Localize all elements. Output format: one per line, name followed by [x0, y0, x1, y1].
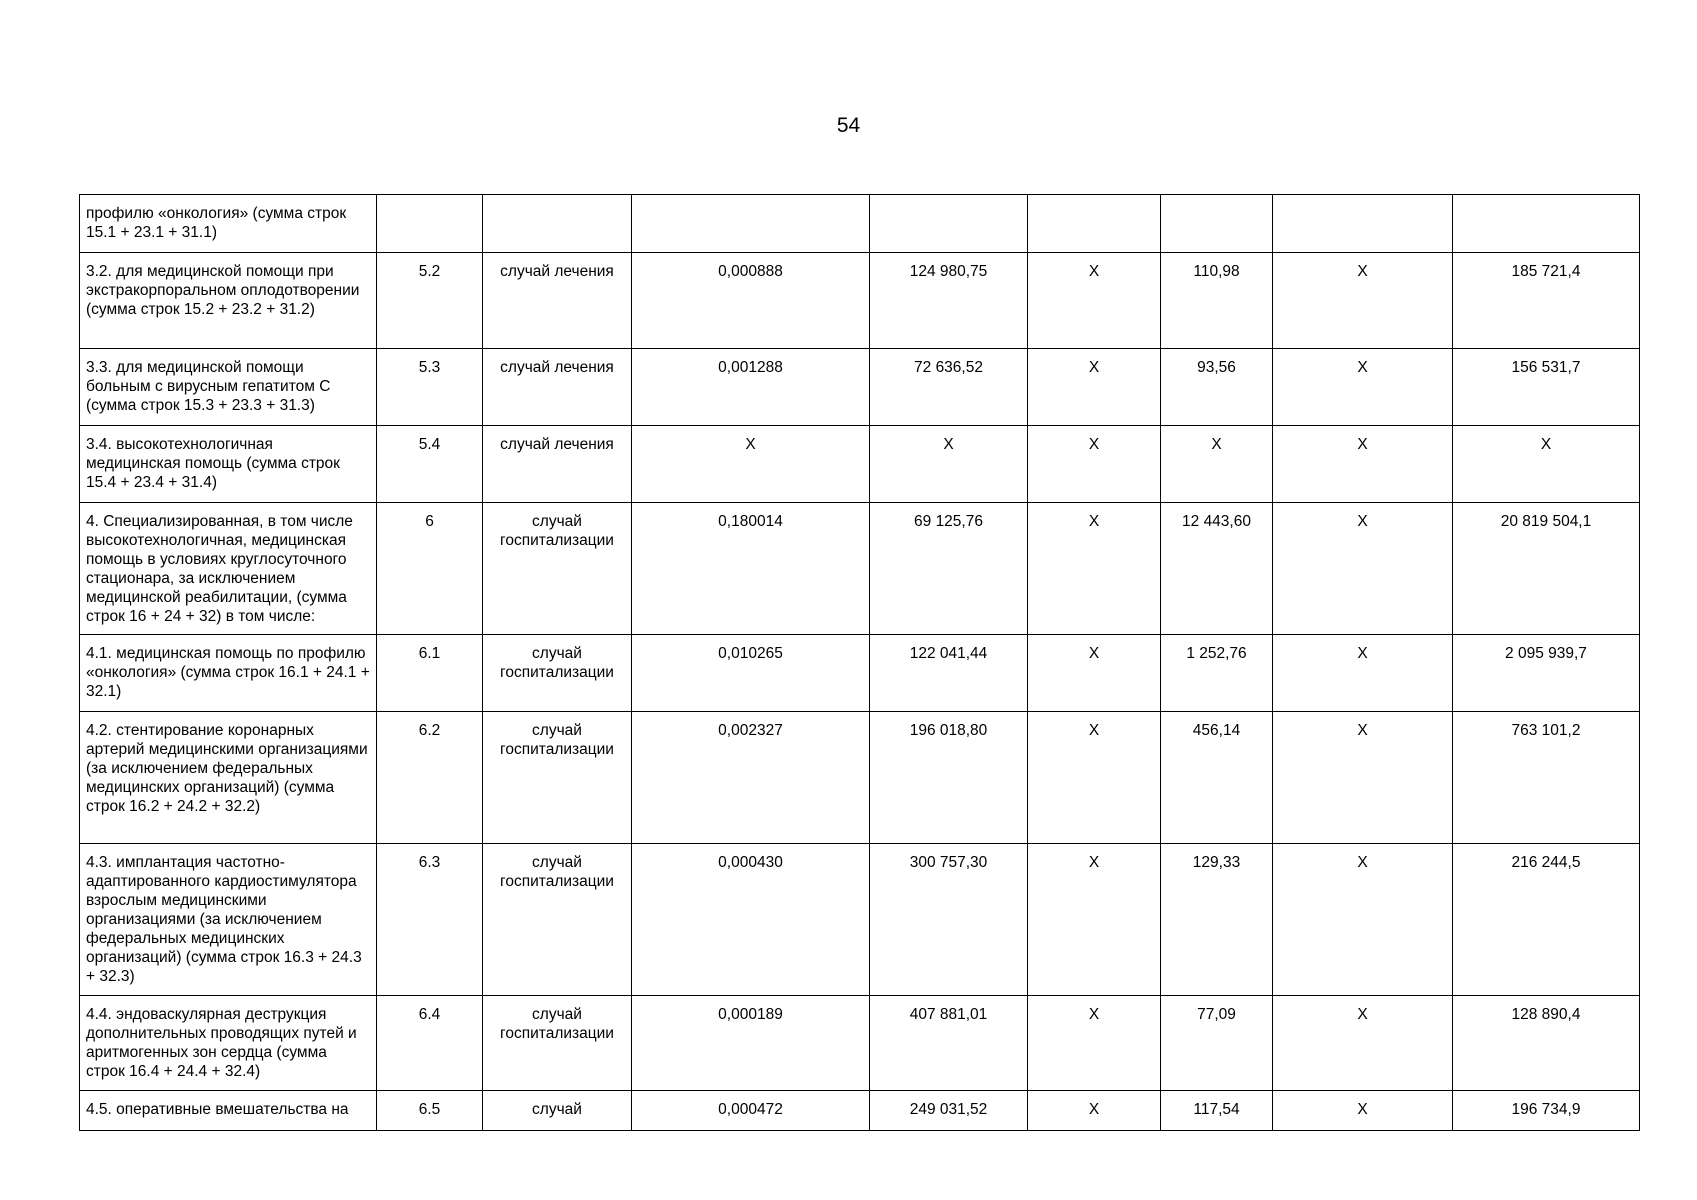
oms-total-cell: 2 095 939,7	[1453, 635, 1640, 712]
unit-cell: случай лечения	[483, 253, 632, 349]
volume-norm-cell: 0,180014	[632, 503, 870, 635]
oms-cost-cell: 117,54	[1161, 1091, 1273, 1131]
description-cell: 4.4. эндоваскулярная деструкция дополнительных проводящих путей и аритмогенных зон сердца (сумма строк 16.4 + 24.4 + 32.4)	[80, 996, 377, 1091]
budget-total-cell: Х	[1273, 844, 1453, 996]
row-number-cell: 6.3	[377, 844, 483, 996]
budget-cost-cell	[1028, 195, 1161, 253]
oms-cost-cell: 93,56	[1161, 349, 1273, 426]
oms-total-cell: 185 721,4	[1453, 253, 1640, 349]
oms-cost-cell: 1 252,76	[1161, 635, 1273, 712]
row-number-cell: 5.3	[377, 349, 483, 426]
table-row	[80, 349, 1640, 426]
description-cell: 3.4. высокотехнологичная медицинская помощь (сумма строк 15.4 + 23.4 + 31.4)	[80, 426, 377, 503]
budget-total-cell: Х	[1273, 1091, 1453, 1131]
volume-norm-cell: 0,002327	[632, 712, 870, 844]
volume-norm-cell: Х	[632, 426, 870, 503]
table-row	[80, 844, 1640, 996]
table-row	[80, 996, 1640, 1091]
oms-cost-cell: 110,98	[1161, 253, 1273, 349]
budget-total-cell: Х	[1273, 349, 1453, 426]
budget-total-cell: Х	[1273, 426, 1453, 503]
cost-norm-cell: 122 041,44	[870, 635, 1028, 712]
row-number-cell: 6.2	[377, 712, 483, 844]
budget-total-cell	[1273, 195, 1453, 253]
table-body	[80, 195, 1640, 1131]
cost-norm-cell: Х	[870, 426, 1028, 503]
oms-cost-cell: 12 443,60	[1161, 503, 1273, 635]
budget-total-cell: Х	[1273, 253, 1453, 349]
budget-total-cell: Х	[1273, 635, 1453, 712]
cost-norm-cell: 124 980,75	[870, 253, 1028, 349]
cost-norm-cell: 407 881,01	[870, 996, 1028, 1091]
budget-cost-cell: Х	[1028, 996, 1161, 1091]
table-row	[80, 253, 1640, 349]
oms-total-cell: 20 819 504,1	[1453, 503, 1640, 635]
cost-norm-cell: 72 636,52	[870, 349, 1028, 426]
unit-cell: случай госпитализации	[483, 996, 632, 1091]
page-number: 54	[836, 114, 861, 137]
unit-cell: случай госпитализации	[483, 844, 632, 996]
row-number-cell: 6.4	[377, 996, 483, 1091]
unit-cell: случай лечения	[483, 349, 632, 426]
volume-norm-cell: 0,000888	[632, 253, 870, 349]
table-row	[80, 503, 1640, 635]
description-cell: 4.3. имплантация частотно-адаптированного кардиостимулятора взрослым медицинскими организациями (за исключением федеральных медицинских организаций) (сумма строк 16.3 + 24.3 + 32.3)	[80, 844, 377, 996]
description-cell: 3.3. для медицинской помощи больным с вирусным гепатитом С (сумма строк 15.3 + 23.3 + 31.3)	[80, 349, 377, 426]
unit-cell: случай	[483, 1091, 632, 1131]
cost-norm-cell	[870, 195, 1028, 253]
table-row	[80, 712, 1640, 844]
table-row	[80, 195, 1640, 253]
volume-norm-cell: 0,000189	[632, 996, 870, 1091]
description-cell: 3.2. для медицинской помощи при экстракорпоральном оплодотворении (сумма строк 15.2 + 23.2 + 31.2)	[80, 253, 377, 349]
budget-cost-cell: Х	[1028, 426, 1161, 503]
volume-norm-cell: 0,010265	[632, 635, 870, 712]
budget-total-cell: Х	[1273, 996, 1453, 1091]
description-cell: 4.1. медицинская помощь по профилю «онкология» (сумма строк 16.1 + 24.1 + 32.1)	[80, 635, 377, 712]
row-number-cell: 5.2	[377, 253, 483, 349]
volume-norm-cell: 0,000430	[632, 844, 870, 996]
oms-cost-cell: 77,09	[1161, 996, 1273, 1091]
unit-cell: случай лечения	[483, 426, 632, 503]
cost-norm-cell: 249 031,52	[870, 1091, 1028, 1131]
budget-total-cell: Х	[1273, 712, 1453, 844]
cost-norm-cell: 300 757,30	[870, 844, 1028, 996]
unit-cell: случай госпитализации	[483, 712, 632, 844]
oms-total-cell: 156 531,7	[1453, 349, 1640, 426]
volume-norm-cell: 0,001288	[632, 349, 870, 426]
unit-cell: случай госпитализации	[483, 635, 632, 712]
oms-cost-cell	[1161, 195, 1273, 253]
row-number-cell: 5.4	[377, 426, 483, 503]
oms-total-cell: Х	[1453, 426, 1640, 503]
budget-cost-cell: Х	[1028, 844, 1161, 996]
table-row	[80, 1091, 1640, 1131]
oms-cost-cell: Х	[1161, 426, 1273, 503]
data-table	[79, 194, 1640, 1131]
oms-total-cell: 763 101,2	[1453, 712, 1640, 844]
row-number-cell	[377, 195, 483, 253]
table-row	[80, 426, 1640, 503]
row-number-cell: 6.1	[377, 635, 483, 712]
description-cell: 4.5. оперативные вмешательства на	[80, 1091, 377, 1131]
budget-cost-cell: Х	[1028, 253, 1161, 349]
oms-total-cell: 128 890,4	[1453, 996, 1640, 1091]
oms-total-cell	[1453, 195, 1640, 253]
budget-total-cell: Х	[1273, 503, 1453, 635]
budget-cost-cell: Х	[1028, 1091, 1161, 1131]
description-cell: 4. Специализированная, в том числе высокотехнологичная, медицинская помощь в условиях круглосуточного стационара, за исключением медицинской реабилитации, (сумма строк 16 + 24 + 32) в том числе:	[80, 503, 377, 635]
row-number-cell: 6	[377, 503, 483, 635]
description-cell: профилю «онкология» (сумма строк 15.1 + 23.1 + 31.1)	[80, 195, 377, 253]
budget-cost-cell: Х	[1028, 349, 1161, 426]
oms-cost-cell: 456,14	[1161, 712, 1273, 844]
oms-total-cell: 216 244,5	[1453, 844, 1640, 996]
description-cell: 4.2. стентирование коронарных артерий медицинскими организациями (за исключением федеральных медицинских организаций) (сумма строк 16.2 + 24.2 + 32.2)	[80, 712, 377, 844]
cost-norm-cell: 69 125,76	[870, 503, 1028, 635]
cost-norm-cell: 196 018,80	[870, 712, 1028, 844]
row-number-cell: 6.5	[377, 1091, 483, 1131]
table-row	[80, 635, 1640, 712]
unit-cell	[483, 195, 632, 253]
budget-cost-cell: Х	[1028, 712, 1161, 844]
oms-cost-cell: 129,33	[1161, 844, 1273, 996]
budget-cost-cell: Х	[1028, 503, 1161, 635]
volume-norm-cell	[632, 195, 870, 253]
budget-cost-cell: Х	[1028, 635, 1161, 712]
volume-norm-cell: 0,000472	[632, 1091, 870, 1131]
oms-total-cell: 196 734,9	[1453, 1091, 1640, 1131]
unit-cell: случай госпитализации	[483, 503, 632, 635]
